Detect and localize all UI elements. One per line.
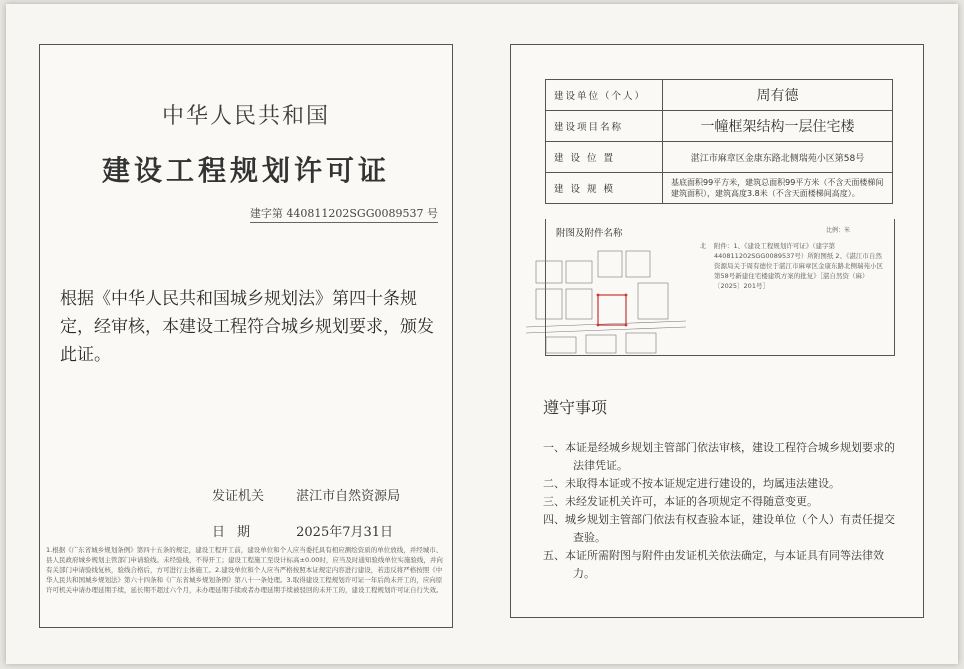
permit-body: 根据《中华人民共和国城乡规划法》第四十条规定，经审核，本建设工程符合城乡规划要求，颁发此证。 [60, 289, 434, 365]
attachments-label: 附图及附件名称 [556, 228, 623, 239]
permit-title: 建设工程规划许可证 [101, 154, 390, 187]
issuer-row [212, 485, 400, 504]
permit-cover-page [39, 44, 453, 628]
date-label: 日期 [212, 525, 263, 540]
row-key: 建设单位（个人） [546, 80, 663, 111]
permit-detail-page [510, 44, 924, 618]
notice-title: 遵守事项 [543, 398, 608, 417]
table-row [546, 111, 893, 142]
country-name: 中华人民共和国 [161, 104, 330, 129]
permit-number: 建字第 440811202SGG0089537 号 [250, 205, 438, 223]
row-key: 建设项目名称 [546, 111, 663, 142]
table-row [546, 142, 893, 173]
north-label: 北 [700, 243, 707, 250]
issuer-label: 发证机关 [212, 489, 265, 504]
row-key: 建 设 位 置 [546, 142, 663, 173]
notice-item: 二、未取得本证或不按本证规定进行建设的，均属违法建设。 [543, 477, 840, 490]
table-row [546, 173, 893, 204]
date-value: 2025年7月31日 [296, 525, 394, 540]
permit-footnotes: 1.根据《广东省城乡规划条例》第四十五条的规定，建设工程开工前，建设单位和个人应当委托具有相应测绘资质的单位放线，并经城市、县人民政府城乡规划主管部门申请验线。未经验线，不得开工；建设工程施工至设计标高±0.00时，应当及时通知验线单位实施验线，并向有关部门申请验线复核，验线合格后，方可进行主体施工。2.建设单位和个人应当严格按照本证规定内容进行建设，若违反将严格按照《中华人民共和国城乡规划法》第六十四条和《广东省城乡规划条例》第八十一条处理。3.取得建设工程规划许可证一年后尚未开工的，应向原许可机关申请办理延期手续，延长期不超过六个月，未办理延期手续或者办理延期手续被驳回的未开工的，建设工程规划许可证自行失效。 [46, 546, 443, 594]
row-value: 湛江市麻章区金康东路北侧瑞苑小区第58号 [663, 142, 893, 173]
row-value: 周有德 [663, 80, 893, 111]
row-key: 建 设 规 模 [546, 173, 663, 204]
table-row [546, 80, 893, 111]
project-info-table [545, 79, 893, 204]
row-value: 基底面积99平方米，建筑总面积99平方米（不含天面楼梯间建筑面积），建筑高度3.8米（不含天面楼梯间高度）。 [663, 173, 893, 204]
scale-label: 比例：米 [825, 227, 850, 234]
notice-list [543, 439, 903, 583]
notice-item: 五、本证所需附图与附件由发证机关依法确定，与本证具有同等法律效力。 [543, 549, 884, 580]
row-value: 一幢框架结构一层住宅楼 [663, 111, 893, 142]
notice-item: 四、城乡规划主管部门依法有权查验本证，建设单位（个人）有责任提交查验。 [543, 513, 895, 544]
date-row [212, 521, 393, 540]
issuer-value: 湛江市自然资源局 [296, 489, 401, 504]
document-sheet [6, 4, 958, 664]
notice-item: 一、本证是经城乡规划主管部门依法审核，建设工程符合城乡规划要求的法律凭证。 [543, 441, 895, 472]
attachments-list: 附件：1、《建设工程规划许可证》（建字第440811202SGG0089537号）所附图纸 2、《湛江市自然资源局关于周有德位于湛江市麻章区金康东路北侧瑞苑小区第58号新建住宅楼建筑方案的批复》［湛自然资（麻）〔2025〕201号］ [714, 242, 883, 290]
site-plan-drawing [526, 243, 696, 355]
notice-item: 三、未经发证机关许可，本证的各项规定不得随意变更。 [543, 495, 818, 508]
attachments-box [545, 219, 895, 356]
